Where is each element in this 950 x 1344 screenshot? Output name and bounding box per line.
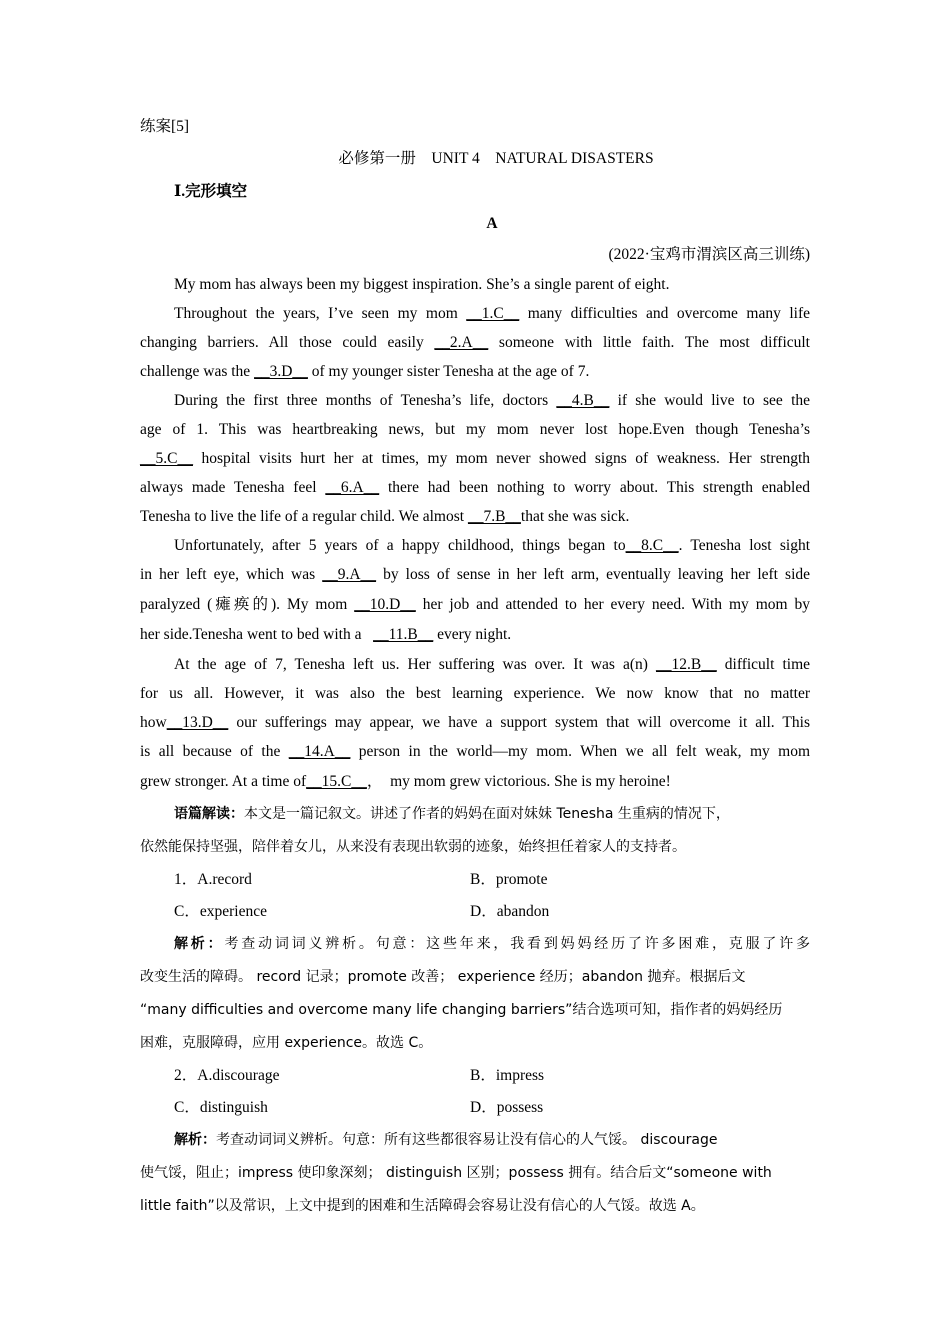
passage-paragraph-1 xyxy=(140,270,810,299)
option-c: C．experience xyxy=(174,903,267,920)
blank-answer-7: __7.B__ xyxy=(467,508,521,525)
unit-title: 必修第一册 UNIT 4 NATURAL DISASTERS xyxy=(338,150,654,167)
blank-answer-4: __4.B__ xyxy=(556,392,610,409)
passage-line xyxy=(140,357,810,386)
blank-answer-2: __2.A__ xyxy=(434,334,489,351)
passage-text: grew stronger. At a time of xyxy=(140,773,307,790)
passage-line xyxy=(140,560,810,589)
passage-text: that she was sick. xyxy=(520,508,630,525)
passage-line xyxy=(140,589,810,620)
blank-answer-9: __9.A__ xyxy=(322,566,377,583)
passage-text: our sufferings may appear, we have a support system that will overcome it all. This xyxy=(236,714,810,731)
explanation-label: 解析： xyxy=(174,1132,216,1148)
option-b: B．promote xyxy=(470,871,548,888)
passage-text: challenge was the xyxy=(140,363,251,380)
passage-text: At the age of 7, Tenesha left us. Her suffering was over. It was a(n) xyxy=(174,656,648,673)
explanation-text: 考查动词词义辨析。句意：所有这些都很容易让没有信心的人气馁。 discourage xyxy=(216,1132,718,1148)
passage-text: Tenesha to live the life of a regular child. We almost xyxy=(140,508,465,525)
option-b: B．impress xyxy=(470,1067,545,1084)
passage-text: ， my mom grew victorious. She is my heroine! xyxy=(366,773,671,790)
explanation-line xyxy=(140,1027,810,1060)
option-a: 2．A.discourage xyxy=(174,1067,280,1084)
blank-answer-12: __12.B__ xyxy=(655,656,717,673)
passage-text: many difficulties and overcome many life xyxy=(527,305,810,322)
passage-line xyxy=(140,328,810,357)
passage-line xyxy=(140,415,810,444)
passage-line xyxy=(140,299,810,328)
passage-text: by loss of sense in her left arm, eventually leaving her left side xyxy=(383,566,810,583)
blank-answer-8: __8.C__ xyxy=(625,537,679,554)
explanation-line xyxy=(140,1190,810,1223)
question-2-options-row-2 xyxy=(140,1092,810,1124)
explanation-line xyxy=(140,961,810,994)
passage-line xyxy=(140,386,810,415)
analysis-line xyxy=(140,831,810,864)
passage-text: Unfortunately, after 5 years of a happy childhood, things began to xyxy=(174,537,626,554)
passage-line xyxy=(140,650,810,679)
option-a: 1．A.record xyxy=(174,871,252,888)
passage-text: paralyzed (瘫痪的). My mom xyxy=(140,596,348,613)
practice-label: 练案[5] xyxy=(140,118,190,135)
passage-line xyxy=(140,502,810,531)
passage-text: in her left eye, which was xyxy=(140,566,316,583)
question-1-options-row-1 xyxy=(140,864,810,896)
explanation-line xyxy=(140,994,810,1027)
question-2-options-row-1 xyxy=(140,1060,810,1092)
passage-text: . Tenesha lost sight xyxy=(678,537,811,554)
blank-answer-14: __14.A__ xyxy=(288,743,351,760)
passage-text: every night. xyxy=(437,626,512,643)
passage-line xyxy=(140,708,810,737)
passage-text: her job and attended to her every need. With my mom by xyxy=(422,596,810,613)
explanation-text: 使气馁，阻止；impress 使印象深刻； distinguish 区别；possess 拥有。结合后文“someone with xyxy=(140,1165,772,1181)
passage-text: always made Tenesha feel xyxy=(140,479,317,496)
passage-text: if she would live to see the xyxy=(617,392,810,409)
passage-text: someone with little faith. The most difficult xyxy=(498,334,810,351)
explanation-text: 考查动词词义辨析。句意：这些年来，我看到妈妈经历了许多困难，克服了许多 xyxy=(224,936,811,952)
passage-text: for us all. However, it was also the best learning experience. We now know that no matter xyxy=(140,685,810,702)
passage-text: Throughout the years, I’ve seen my mom xyxy=(174,305,458,322)
explanation-text: little faith”以及常识，上文中提到的困难和生活障碍会容易让没有信心的人气馁。故选 A。 xyxy=(140,1198,705,1214)
explanation-text: “many difficulties and overcome many life changing barriers”结合选项可知，指作者的妈妈经历 xyxy=(140,1002,783,1018)
option-d: D．abandon xyxy=(470,903,550,920)
passage-label: A xyxy=(486,215,498,232)
blank-answer-13: __13.D__ xyxy=(166,714,229,731)
passage-line xyxy=(140,737,810,766)
passage-text: changing barriers. All those could easily xyxy=(140,334,424,351)
passage-text: difficult time xyxy=(724,656,811,673)
passage-text: of my younger sister Tenesha at the age of 7. xyxy=(311,363,590,380)
blank-answer-1: __1.C__ xyxy=(466,305,520,322)
blank-answer-11: __11.B__ xyxy=(373,626,434,643)
option-c: C．distinguish xyxy=(174,1099,268,1116)
section-heading: Ⅰ.完形填空 xyxy=(174,183,248,200)
passage-line xyxy=(140,531,810,560)
passage-text: age of 1. This was heartbreaking news, but my mom never lost hope.Even though Tenesha’s xyxy=(140,421,810,438)
analysis-line xyxy=(140,798,810,831)
passage-text: During the first three months of Tenesha’s life, doctors xyxy=(174,392,549,409)
source-note: (2022·宝鸡市渭滨区高三训练) xyxy=(608,246,810,263)
passage-text: My mom has always been my biggest inspiration. She’s a single parent of eight. xyxy=(174,276,670,293)
passage-text: hospital visits hurt her at times, my mom never showed signs of weakness. Her strength xyxy=(201,450,811,467)
passage-text: person in the world—my mom. When we all felt weak, my mom xyxy=(358,743,811,760)
explanation-line xyxy=(140,1157,810,1190)
option-d: D．possess xyxy=(470,1099,544,1116)
analysis-text: 本文是一篇记叙文。讲述了作者的妈妈在面对妹妹 Tenesha 生重病的情况下， xyxy=(244,806,730,822)
explanation-line xyxy=(140,1124,810,1157)
blank-answer-3: __3.D__ xyxy=(254,363,308,380)
blank-answer-10: __10.D__ xyxy=(354,596,416,613)
analysis-text: 依然能保持坚强，陪伴着女儿，从来没有表现出软弱的迹象，始终担任着家人的支持者。 xyxy=(140,839,686,855)
passage-line xyxy=(140,679,810,708)
blank-answer-5: __5.C__ xyxy=(140,450,193,467)
document-page xyxy=(140,112,810,1223)
explanation-text: 困难，克服障碍，应用 experience。故选 C。 xyxy=(140,1035,433,1051)
question-1-options-row-2 xyxy=(140,896,810,928)
passage-line xyxy=(140,473,810,502)
passage-text: her side.Tenesha went to bed with a xyxy=(140,626,362,643)
explanation-label: 解析： xyxy=(174,936,225,952)
passage-text: is all because of the xyxy=(140,743,281,760)
passage-text: how xyxy=(140,714,167,731)
passage-line xyxy=(140,620,810,650)
blank-answer-6: __6.A__ xyxy=(325,479,380,496)
passage-text: there had been nothing to worry about. This strength enabled xyxy=(387,479,810,496)
analysis-label: 语篇解读： xyxy=(174,806,244,822)
blank-answer-15: __15.C__ xyxy=(306,773,367,790)
explanation-line xyxy=(140,928,810,961)
explanation-text: 改变生活的障碍。 record 记录；promote 改善； experience 经历；abandon 抛弃。根据后文 xyxy=(140,969,746,985)
passage-line xyxy=(140,766,810,798)
passage-line xyxy=(140,444,810,473)
